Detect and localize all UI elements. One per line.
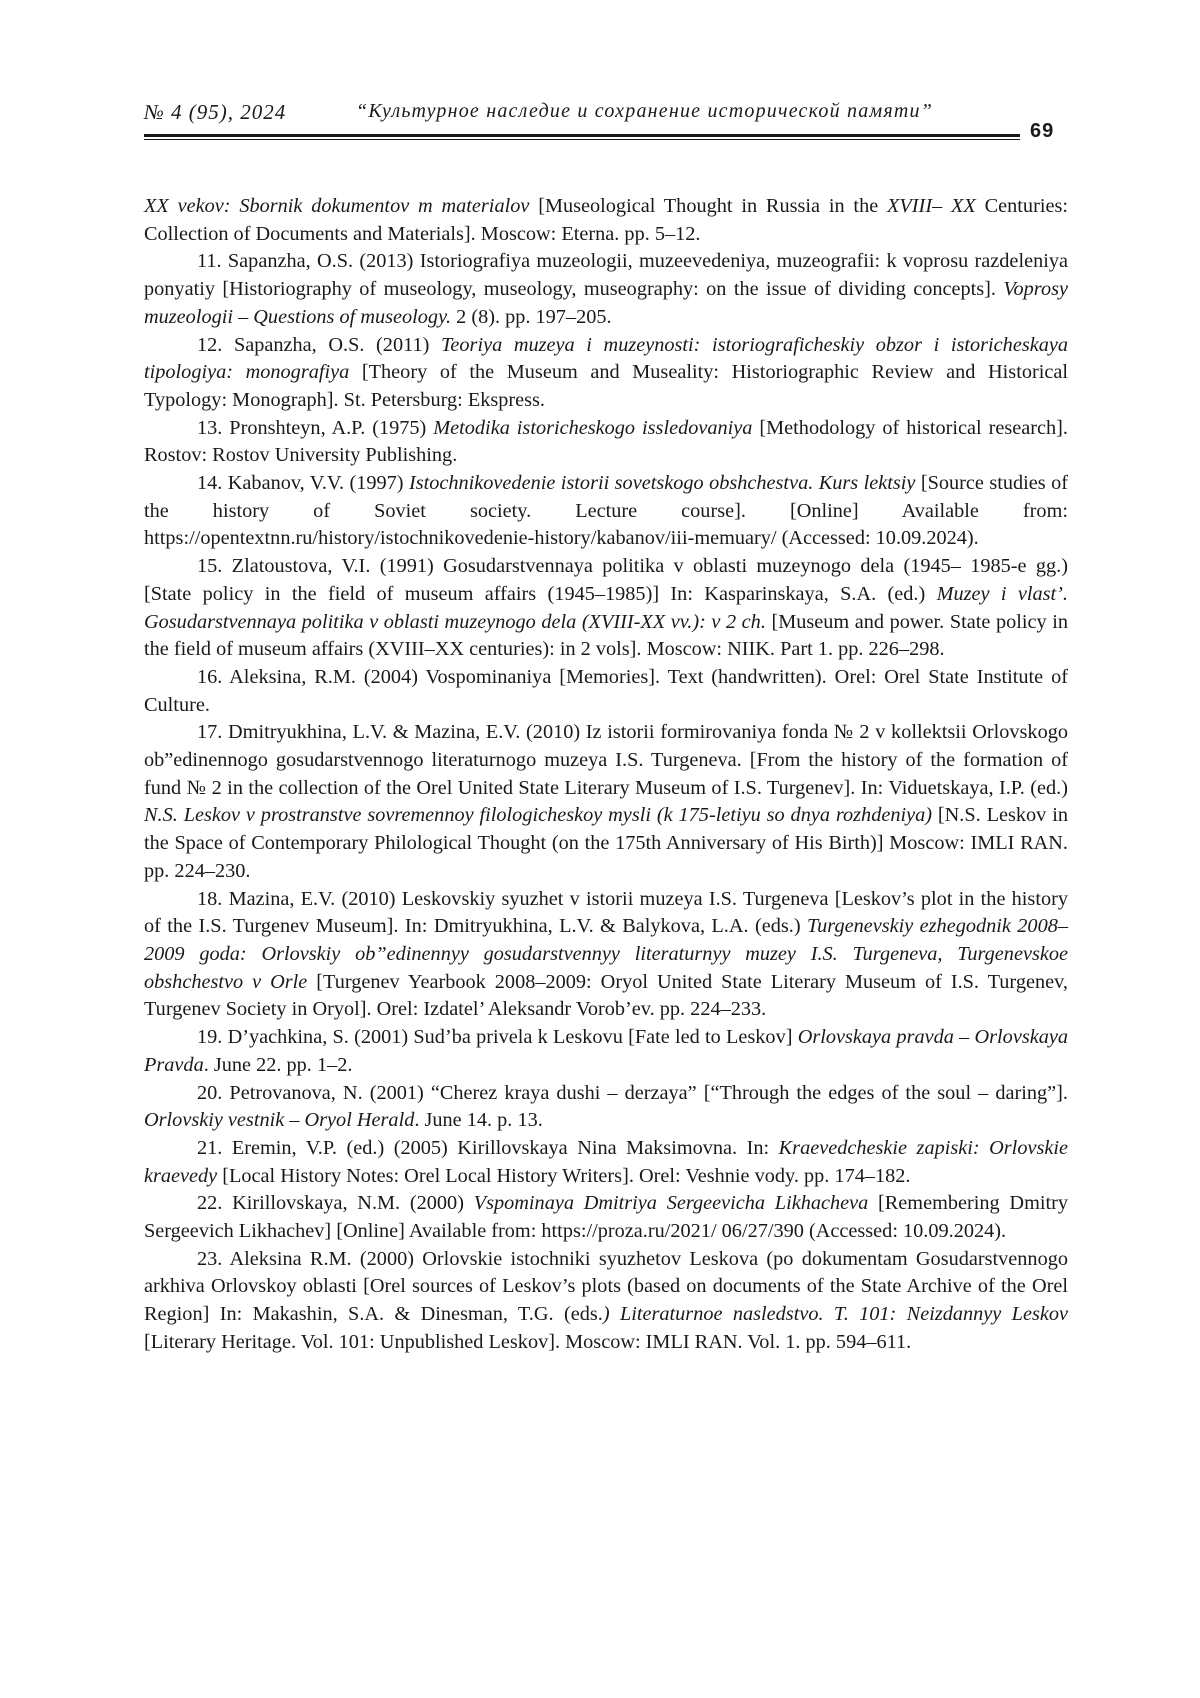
ref-part: . June 14. p. 13. <box>414 1109 542 1131</box>
reference-item-continued <box>144 193 1068 248</box>
ref-part: XVIII– XX <box>887 195 976 217</box>
ref-part: 18. Mazina, E.V. (2010) Leskovskiy syuzhet v istorii muzeya I.S. Turgeneva [Leskov’s plot in the history of the I.S. Turgenev Museum]. In: Dmitryukhina, L.V. & Balykova, L.A. (eds.) <box>144 888 1068 938</box>
ref-part: Istochnikovedenie istorii sovetskogo obshchestva. Kurs lektsiy <box>409 472 915 494</box>
ref-part: 16. Aleksina, R.M. (2004) Vospominaniya [Memories]. Text (handwritten). Orel: Orel State Institute of Culture. <box>144 666 1068 716</box>
ref-part: 19. D’yachkina, S. (2001) Sud’ba privela k Leskovu [Fate led to Leskov] <box>197 1026 798 1048</box>
header-rule-thin <box>144 139 1020 140</box>
ref-part: [Museological Thought in Russia in the <box>529 195 887 217</box>
ref-part: N.S. Leskov v prostranstve sovremennoy filologicheskoy mysli (k 175-letiyu so dnya rozhdeniya) <box>144 804 932 826</box>
reference-item-21 <box>144 1135 1068 1190</box>
ref-part: 17. Dmitryukhina, L.V. & Mazina, E.V. (2010) Iz istorii formirovaniya fonda № 2 v kollektsii Orlovskogo ob”edinennogo gosudarstvennogo literaturnogo muzeya I.S. Turgeneva. [From the history of the formation of fund № 2 in the collection of the Orel United State Literary Museum of I.S. Turgenev]. In: Viduetskaya, I.P. (ed.) <box>144 721 1068 798</box>
journal-title: “Культурное наследие и сохранение исторической памяти” <box>356 100 933 123</box>
ref-part: 13. Pronshteyn, A.P. (1975) <box>197 417 433 439</box>
ref-part: Kraevedcheskie zapiski: Orlovskie kraevedy <box>144 1137 1068 1187</box>
ref-part: [Museum and power. State policy in the field of museum affairs (XVIII–XX centuries): in 2 vols]. Moscow: NIIK. Part 1. pp. 226–298. <box>144 611 1068 661</box>
ref-part: 11. Sapanzha, O.S. (2013) Istoriografiya muzeologii, muzeevedeniya, muzeografii: k voprosu razdeleniya ponyatiy [Historiography of museology, museology, museography: on the issue of dividing concepts]. <box>144 250 1068 300</box>
ref-part: 15. Zlatoustova, V.I. (1991) Gosudarstvennaya politika v oblasti muzeynogo dela (1945– 1985-e gg.) [State policy in the field of museum affairs (1945–1985)] In: Kasparinskaya, S.A. (ed.) <box>144 555 1068 605</box>
ref-part: Orlovskaya pravda – Orlovskaya Pravda <box>144 1026 1068 1076</box>
ref-part: 14. Kabanov, V.V. (1997) <box>197 472 409 494</box>
ref-part: XX vekov: Sbornik dokumentov m materialov <box>144 195 529 217</box>
ref-part: Metodika istoricheskogo issledovaniya <box>433 417 752 439</box>
ref-part: [Literary Heritage. Vol. 101: Unpublished Leskov]. Moscow: IMLI RAN. Vol. 1. pp. 594–611. <box>144 1331 911 1353</box>
ref-part: [Turgenev Yearbook 2008–2009: Oryol United State Literary Museum of I.S. Turgenev, Turgenev Society in Oryol]. Orel: Izdatel’ Aleksandr Vorob’ev. pp. 224–233. <box>144 971 1068 1021</box>
ref-part: 20. Petrovanova, N. (2001) “Cherez kraya dushi – derzaya” [“Through the edges of the soul – daring”]. <box>197 1082 1068 1104</box>
reference-item-17 <box>144 719 1068 885</box>
header-rule-thick <box>144 134 1020 137</box>
ref-part: Centuries: Collection of Documents and Materials]. Moscow: Eterna. pp. 5–12. <box>144 195 1068 245</box>
reference-item-16 <box>144 664 1068 719</box>
ref-part: 12. Sapanzha, O.S. (2011) <box>197 334 441 356</box>
running-header <box>144 100 1068 130</box>
ref-part: Turgenevskiy ezhegodnik 2008–2009 goda: Orlovskiy ob”edinennyy gosudarstvennyy literaturnyy muzey I.S. Turgeneva, Turgenevskoe obshchestvo v Orle <box>144 915 1068 992</box>
ref-part: Vspominaya Dmitriya Sergeevicha Likhacheva <box>474 1192 869 1214</box>
ref-part: [Theory of the Museum and Museality: Historiographic Review and Historical Typology: Monograph]. St. Petersburg: Ekspress. <box>144 361 1068 411</box>
reference-item-18 <box>144 886 1068 1025</box>
reference-item-23 <box>144 1246 1068 1357</box>
ref-part: [Remembering Dmitry Sergeevich Likhachev] [Online] Available from: https://proza.ru/2021/ 06/27/390 (Accessed: 10.09.2024). <box>144 1192 1068 1242</box>
ref-part: 21. Eremin, V.P. (ed.) (2005) Kirillovskaya Nina Maksimovna. In: <box>197 1137 779 1159</box>
ref-part: [Local History Notes: Orel Local History Writers]. Orel: Veshnie vody. pp. 174–182. <box>217 1165 910 1187</box>
ref-part: [Source studies of the history of Soviet society. Lecture course]. [Online] Available from: https://opentextnn.ru/history/istochnikovedenie-history/kabanov/iii-memuary/ (Accessed: 10.09.2024). <box>144 472 1068 549</box>
ref-part: Teoriya muzeya i muzeynosti: istoriograficheskiy obzor i istoricheskaya tipologiya: monografiya <box>144 334 1068 384</box>
page-number: 69 <box>1030 120 1054 143</box>
issue-label: № 4 (95), 2024 <box>144 100 286 125</box>
ref-part: Orlovskiy vestnik – Oryol Herald <box>144 1109 414 1131</box>
ref-part: 22. Kirillovskaya, N.M. (2000) <box>197 1192 474 1214</box>
reference-item-19 <box>144 1024 1068 1079</box>
ref-part: [N.S. Leskov in the Space of Contemporary Philological Thought (on the 175th Anniversary of His Birth)] Moscow: IMLI RAN. pp. 224–230. <box>144 804 1068 881</box>
reference-item-14 <box>144 470 1068 553</box>
ref-part: 2 (8). pp. 197–205. <box>451 306 612 328</box>
reference-item-11 <box>144 248 1068 331</box>
reference-item-22 <box>144 1190 1068 1245</box>
reference-item-12 <box>144 332 1068 415</box>
ref-part: Voprosy muzeologii – Questions of museology. <box>144 278 1068 328</box>
ref-part: [Methodology of historical research]. Rostov: Rostov University Publishing. <box>144 417 1068 467</box>
ref-part: . June 22. pp. 1–2. <box>204 1054 353 1076</box>
ref-part: 23. Aleksina R.M. (2000) Orlovskie istochniki syuzhetov Leskova (po dokumentam Gosudarstvennogo arkhiva Orlovskoy oblasti [Orel sources of Leskov’s plots (based on documents of the State Archive of the Orel Region] In: Makashin, S.A. & Dinesman, T.G. (eds. <box>144 1248 1068 1325</box>
reference-list <box>144 193 1068 1357</box>
reference-item-13 <box>144 415 1068 470</box>
reference-item-15 <box>144 553 1068 664</box>
reference-item-20 <box>144 1080 1068 1135</box>
ref-part: Muzey i vlast’. Gosudarstvennaya politika v oblasti muzeynogo dela (XVIII-XX vv.): v 2 ch. <box>144 583 1068 633</box>
ref-part: ) Literaturnoe nasledstvo. T. 101: Neizdannyy Leskov <box>603 1303 1068 1325</box>
